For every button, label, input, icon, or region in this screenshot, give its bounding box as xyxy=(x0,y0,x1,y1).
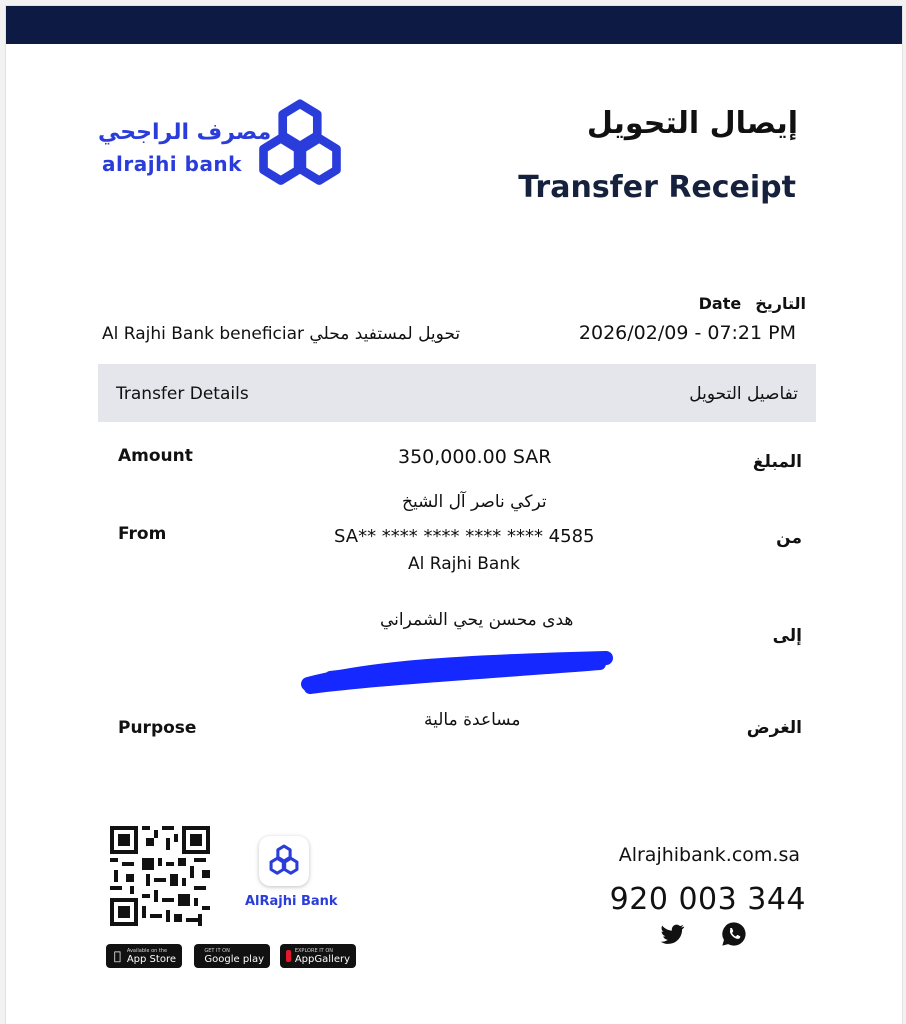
app-name: AlRajhi Bank xyxy=(245,894,338,909)
alrajhi-logo-icon xyxy=(252,98,348,194)
from-label-arabic: من xyxy=(776,528,802,548)
huawei-icon xyxy=(286,950,291,962)
google-play-badge[interactable] xyxy=(194,944,270,968)
purpose-label-arabic: الغرض xyxy=(746,718,802,738)
date-label-english: Date xyxy=(698,294,742,313)
twitter-icon[interactable] xyxy=(658,920,686,948)
brand-name-english: alrajhi bank xyxy=(102,152,242,176)
app-gallery-small-text: EXPLORE IT ON xyxy=(294,947,334,954)
receipt-page xyxy=(6,6,902,1024)
amount-value: 350,000.00 SAR xyxy=(398,446,552,468)
website-link[interactable]: Alrajhibank.com.sa xyxy=(618,844,800,866)
app-icon[interactable] xyxy=(259,836,309,886)
app-gallery-big-text: AppGallery xyxy=(294,953,350,965)
receipt-title-english: Transfer Receipt xyxy=(518,170,796,205)
date-value: 2026/02/09 - 07:21 PM xyxy=(578,322,796,344)
app-store-badge[interactable] xyxy=(106,944,182,968)
app-gallery-badge[interactable] xyxy=(280,944,356,968)
redaction-scribble xyxy=(300,648,614,694)
app-store-small-text: Available on the xyxy=(126,947,168,954)
from-label-english: From xyxy=(118,524,167,544)
qr-code xyxy=(110,826,210,926)
google-play-small-text: GET IT ON xyxy=(204,947,230,954)
sender-account: SA** **** **** **** **** 4585 xyxy=(334,526,595,547)
date-label xyxy=(685,294,806,313)
apple-icon xyxy=(112,949,123,963)
transfer-details-heading-english: Transfer Details xyxy=(116,384,249,404)
date-label-arabic: التاريخ xyxy=(755,294,806,313)
recipient-name: هدى محسن يحي الشمراني xyxy=(380,610,574,630)
to-label-arabic: إلى xyxy=(772,626,802,646)
amount-label-arabic: المبلغ xyxy=(752,452,802,472)
sender-name: تركي ناصر آل الشيخ xyxy=(402,492,547,512)
phone-number[interactable]: 920 003 344 xyxy=(609,882,806,917)
whatsapp-icon[interactable] xyxy=(720,920,748,948)
sender-bank: Al Rajhi Bank xyxy=(408,554,520,574)
top-bar xyxy=(6,6,902,44)
brand-name-arabic: مصرف الراجحي xyxy=(98,120,272,145)
transfer-type: Al Rajhi Bank beneficiar تحويل لمستفيد محلي xyxy=(102,324,461,344)
app-store-big-text: App Store xyxy=(126,953,176,965)
transfer-details-heading-arabic: تفاصيل التحويل xyxy=(689,384,798,404)
purpose-value: مساعدة مالية xyxy=(424,710,521,730)
receipt-title-arabic: إيصال التحويل xyxy=(586,106,798,141)
alrajhi-app-logo-icon xyxy=(267,844,301,878)
amount-label-english: Amount xyxy=(118,446,193,466)
purpose-label-english: Purpose xyxy=(118,718,197,738)
google-play-big-text: Google play xyxy=(204,953,264,965)
